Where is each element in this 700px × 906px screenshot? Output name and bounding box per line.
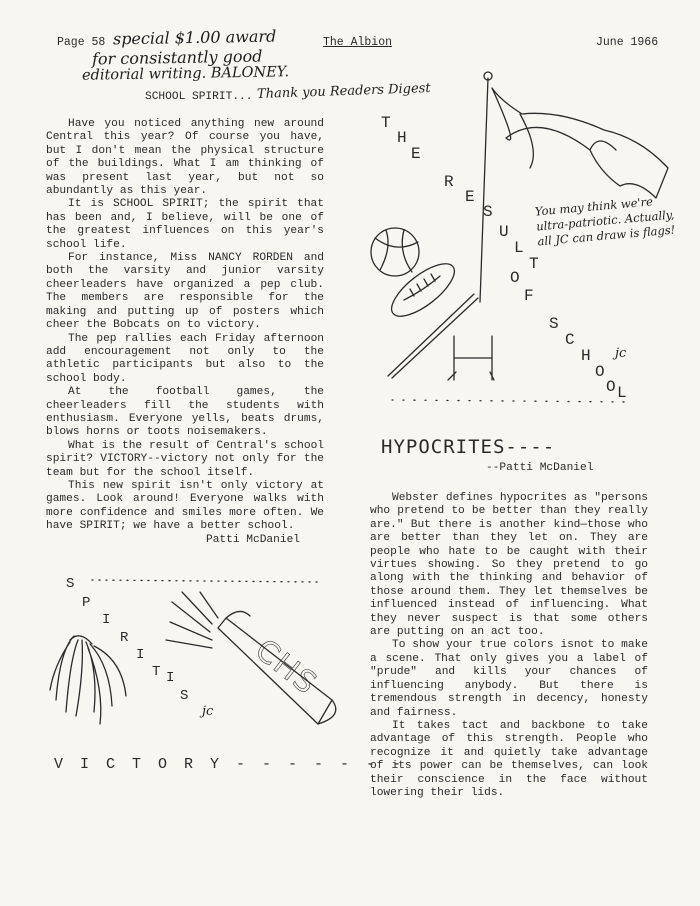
result-letter: S [549, 315, 559, 333]
result-letter: O [606, 378, 616, 396]
article-paragraph: Have you noticed anything new around Central this year? Of course you have, but I don't mean the physical structure of the buildings. What I am thinking of was present last year, but not so abundantly as this year. [46, 118, 324, 198]
article-paragraph: The pep rallies each Friday afternoon add encouragement not only to the athletic participants but also to the school body. [46, 332, 324, 385]
article-paragraph: To show your true colors isnot to make a scene. That only gives you a label of "prude" and kills your chances of influencing anybody. But there is tremendous strength in decency, honesty and fairness. [370, 639, 648, 719]
result-letter: L [617, 384, 627, 402]
article-title-hypocrites: HYPOCRITES---- [381, 436, 556, 458]
paper-name: The Albion [323, 36, 393, 49]
result-letter: R [444, 173, 454, 191]
result-letter: O [510, 269, 520, 287]
spirit-letter: T [152, 664, 161, 680]
spirit-letter: P [82, 595, 91, 611]
is-letter: S [180, 688, 189, 704]
page-number: Page 58 [57, 36, 106, 49]
result-letter: O [595, 363, 605, 381]
handwritten-thanks-note: Thank you Readers Digest [256, 80, 431, 103]
megaphone-label: CHS [248, 632, 325, 703]
result-letter: T [529, 255, 539, 273]
hypocrites-byline: --Patti McDaniel [486, 462, 594, 474]
spirit-letter: R [120, 630, 129, 646]
handwritten-award-line-1: special $1.00 award [112, 26, 277, 49]
handwritten-award-line-3: editorial writing. BALONEY. [81, 64, 290, 84]
article-byline: Patti McDaniel [206, 533, 300, 546]
article-title-school-spirit: SCHOOL SPIRIT... [145, 91, 253, 103]
result-letter: H [581, 347, 591, 365]
article-paragraph: At the football games, the cheerleaders fill the students with enthusiasm. Everyone yells, beats drums, blows horns or toots noisemakers. [46, 386, 324, 439]
hypocrites-article [370, 492, 648, 800]
is-letter: I [166, 670, 175, 686]
result-letter: L [514, 239, 524, 257]
article-paragraph: It is SCHOOL SPIRIT; the spirit that has been and, I believe, will be one of the greatest influences on this year's school life. [46, 198, 324, 251]
result-letter: C [565, 331, 575, 349]
issue-date: June 1966 [596, 36, 659, 49]
flag-note: You may think we're ultra-patriotic. Actually, all JC can draw is flags! [534, 194, 676, 249]
result-letter: E [465, 188, 475, 206]
handwritten-award-line-2: for consistantly good [91, 46, 263, 69]
victory-line: V I C T O R Y - - - - - - - [54, 756, 406, 773]
artist-initials: jc [202, 704, 214, 719]
article-paragraph: It takes tact and backbone to take advantage of this strength. People who recognize it and quietly take advantage of its power can be themselves, can look their conscience in the face without lowering their lids. [370, 719, 648, 799]
article-paragraph: For instance, Miss NANCY RORDEN and both the varsity and junior varsity cheerleaders have organized a pep club. The members are responsible for the making and putting up of posters which cheer the Bobcats on to victory. [46, 252, 324, 332]
spirit-letter: S [66, 576, 75, 592]
article-paragraph: Webster defines hypocrites as "persons who pretend to be better than they really are." But there is another kind—those who are better than they let on. They are people who hate to be caught with their virtues showing. So they pretend to go along with the thinking and behavior of those around them. They let themselves be influenced instead of influencing. What they never suspect is that some others are putting on an act too. [370, 492, 648, 639]
result-letter: E [411, 145, 421, 163]
result-letter: U [499, 223, 509, 241]
article-paragraph: What is the result of Central's school spirit? VICTORY--victory not only for the team but for the school itself. [46, 439, 324, 479]
result-letter: T [381, 114, 391, 132]
artist-initials: jc [615, 346, 627, 361]
spirit-letter: I [136, 647, 145, 663]
spirit-letter: I [102, 612, 111, 628]
article-paragraph: This new spirit isn't only victory at games. Look around! Everyone walks with more confidence and smiles more often. We have SPIRIT; we have a better school. [46, 479, 324, 533]
result-letter: H [397, 129, 407, 147]
result-letter: F [524, 287, 534, 305]
result-letter: S [483, 203, 493, 221]
